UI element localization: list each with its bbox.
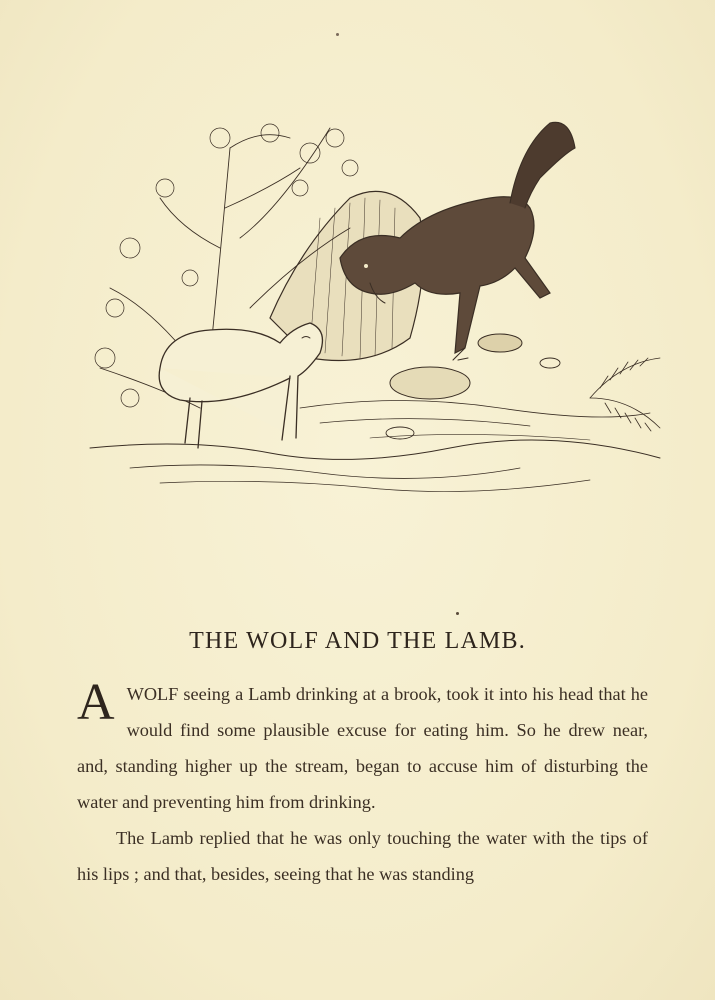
paragraph-2: The Lamb replied that he was only touching the water with the tips of his lips ; and that, besides, seeing that he was standing — [77, 828, 648, 884]
drop-cap: A — [77, 674, 115, 731]
paragraph-1-text: WOLF seeing a Lamb drinking at a brook, took it into his head that he would find some plausible excuse for eating him. So he drew near, and, standing higher up the stream, began to accuse him of disturbing the water and preventing him from drinking. — [77, 684, 648, 812]
print-speck — [336, 33, 339, 36]
paragraph-1 — [77, 676, 648, 820]
print-speck — [456, 612, 459, 615]
wolf-and-lamb-illustration — [70, 108, 665, 500]
page-title: THE WOLF AND THE LAMB. — [189, 628, 526, 654]
fable-text — [77, 676, 648, 892]
